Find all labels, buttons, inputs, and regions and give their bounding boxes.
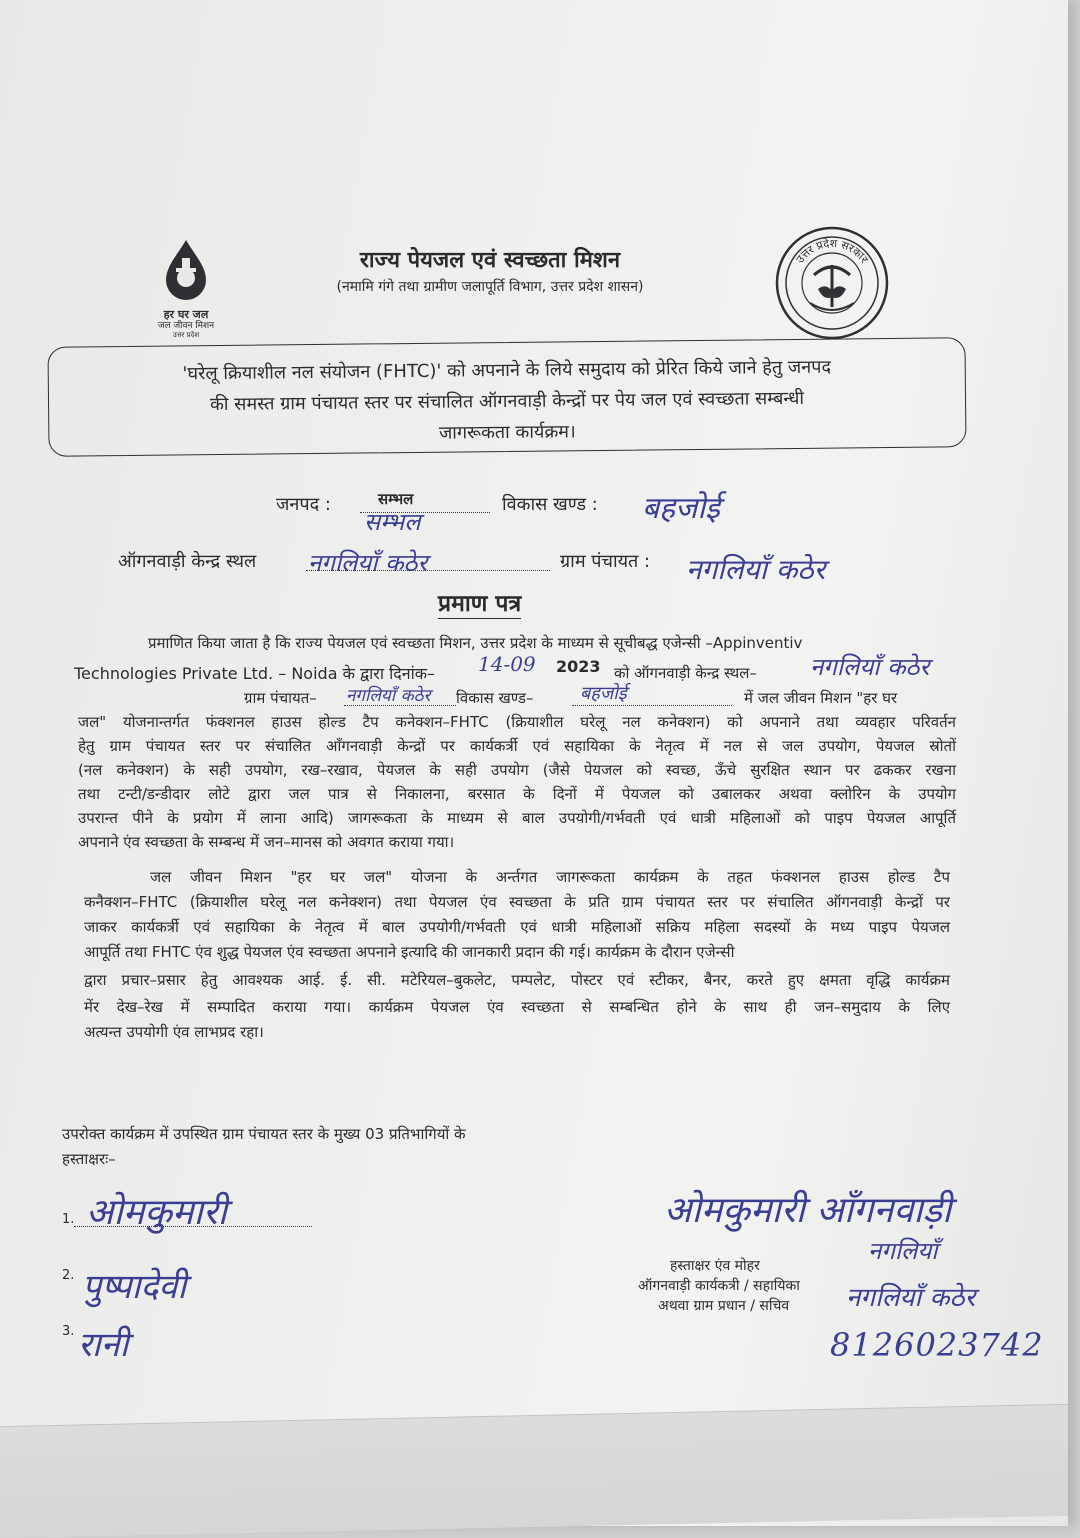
participant-1-number: 1. — [62, 1212, 75, 1227]
cert-para1-line1: प्रमाणित किया जाता है कि राज्य पेयजल एवं स्वच्छता मिशन, उत्तर प्रदेश के माध्यम से सूचीबद्ध एजेन्सी –Appinventiv — [148, 634, 803, 652]
seal-emblem-icon — [774, 225, 890, 341]
cert-date-year: 2023 — [556, 657, 601, 676]
cert-para2-line1: जल जीवन मिशन "हर घर जल" योजना के अर्न्तगत जागरूकता कार्यक्रम के तहत फंक्शनल हाउस होल्ड टैप — [150, 868, 950, 886]
svg-text:उत्तर प्रदेश सरकार — [793, 237, 870, 266]
cert-para1-line9: अपनाने एंव स्वच्छता के सम्बन्ध में जन–मानस को अवगत कराया गया। — [78, 833, 455, 851]
participants-intro-line1: उपरोक्त कार्यक्रम में उपस्थित ग्राम पंचायत स्तर के मुख्य 03 प्रतिभागियों के — [62, 1125, 466, 1143]
cert-para1-line5: हेतु ग्राम पंचायत स्तर पर संचालित आँगनवाड़ी केन्द्रों पर कार्यकर्त्री एवं सहायिका के नेतृत्व में नल से जल उपयोग, पेयजल स्रोतों — [78, 737, 956, 755]
cert-para2-line4: आपूर्ति तथा FHTC एंव शुद्ध पेयजल एंव स्वच्छता अपनाने इत्यादि की जानकारी प्रदान की गई। कार्यक्रम के दौरान एजेन्सी — [84, 943, 735, 961]
participant-3-number: 3. — [62, 1324, 75, 1339]
cert-para2-line5: द्वारा प्रचार–प्रसार हेतु आवश्यक आई. ई. सी. मटेरियल–बुकलेट, पम्पलेट, पोस्टर एवं स्टीकर, बैनर, करते हुए क्षमता वृद्धि कार्यक्रम — [84, 971, 950, 989]
signature-handwritten-line-3: नगलियाँ कठेर — [846, 1283, 976, 1313]
participant-1-signature: ओमकुमारी — [86, 1192, 227, 1233]
pradhan-secretary-label: अथवा ग्राम प्रधान / सचिव — [658, 1298, 790, 1314]
block-label: विकास खण्ड : — [502, 494, 598, 515]
cert-para1-line2-start: Technologies Private Ltd. – Noida के द्वारा दिनांक– — [74, 664, 436, 683]
cert-para1-line3-panchayat-label: ग्राम पंचायत– — [244, 689, 317, 707]
signature-handwritten-line-2: नगलियाँ — [868, 1237, 938, 1265]
mission-title: राज्य पेयजल एवं स्वच्छता मिशन — [359, 248, 621, 273]
paper-fold-shadow — [0, 1404, 1068, 1538]
cert-para1-line8: उपरान्त पीने के प्रयोग में लाना आदि) जागरूकता के माध्यम से बाल उपयोगी/गर्भवती एवं धात्री महिलाओं को पाइप पेयजल आपूर्ति — [78, 809, 956, 827]
participant-3-signature: रानी — [78, 1325, 129, 1365]
har-ghar-jal-logo — [136, 238, 236, 340]
cert-center-handwritten: नगलियाँ कठेर — [810, 653, 930, 681]
cert-para1-line7: तथा टन्टी/डन्डीदार लोटे द्वारा जल पात्र से निकालना, बरसात के दिनों में पेयजल को उबालकर अथवा क्लोरिन के उपयोग — [78, 785, 956, 803]
cert-panchayat-handwritten: नगलियाँ कठेर — [346, 686, 431, 706]
district-label: जनपद : — [276, 494, 331, 515]
cert-para1-line3-block-label: विकास खण्ड– — [456, 689, 534, 707]
anganwadi-center-handwritten-value: नगलियाँ कठेर — [308, 549, 428, 577]
mission-subtitle: (नमामि गंगे तथा ग्रामीण जलापूर्ति विभाग, उत्तर प्रदेश शासन) — [336, 279, 644, 295]
cert-panchayat-dotted-line — [344, 705, 456, 706]
anganwadi-center-label: ऑगनवाड़ी केन्द्र स्थल — [118, 551, 257, 572]
up-government-seal — [774, 225, 890, 341]
sign-and-seal-label: हस्ताक्षर एंव मोहर — [670, 1258, 760, 1274]
logo-text-har-ghar-jal: हर घर जल — [163, 308, 209, 321]
block-handwritten-value: बहजोई — [642, 491, 720, 526]
seal-text: उत्तर प्रदेश सरकार — [793, 236, 871, 266]
cert-para2-line7: अत्यन्त उपयोगी एंव लाभप्रद रहा। — [84, 1023, 264, 1041]
cert-para1-line6: (नल कनेक्शन) के सही उपयोग, रख–रखाव, पेयजल के सही उपयोग (जैसे पेयजल को स्वच्छ, ऊँचे सुरक्षित स्थान पर ढककर रखना — [78, 761, 956, 779]
district-handwritten-value: सम्भल — [364, 508, 421, 536]
program-title-box — [47, 337, 966, 457]
participant-2-signature: पुष्पादेवी — [82, 1267, 187, 1307]
center-dotted-line — [306, 570, 550, 571]
anganwadi-worker-signature: ओमकुमारी आँगनवाड़ी — [664, 1190, 952, 1231]
participant-2-number: 2. — [62, 1268, 75, 1283]
logo-text-uttar-pradesh: उत्तर प्रदेश — [172, 331, 200, 339]
cert-block-handwritten: बहजोई — [580, 683, 627, 704]
cert-date-handwritten: 14-09 — [478, 652, 536, 676]
gram-panchayat-handwritten-value: नगलियाँ कठेर — [686, 553, 826, 586]
cert-para1-line2-mid: को ऑगनवाड़ी केन्द्र स्थल– — [614, 664, 757, 682]
program-title-line-2: की समस्त ग्राम पंचायत स्तर पर संचालित ऑगनवाड़ी केन्द्रों पर पेय जल एवं स्वच्छता सम्बन्धी — [209, 387, 805, 416]
gram-panchayat-label: ग्राम पंचायत : — [560, 551, 651, 572]
cert-block-dotted-line — [572, 705, 732, 706]
cert-para2-line3: जाकर कार्यकर्त्री एवं सहायिका के नेतृत्व में बाल उपयोगी/गर्भवती एवं धात्री महिलाओं सक्रिय महिला सदस्यों के मध्य पाइप पेयजल — [84, 918, 951, 936]
water-drop-icon — [158, 238, 214, 302]
anganwadi-worker-label: ऑगनवाड़ी कार्यकत्री / सहायिका — [638, 1278, 800, 1294]
certificate-title: प्रमाण पत्र — [438, 591, 522, 617]
phone-number-handwritten: 8126023742 — [830, 1326, 1044, 1364]
program-title-line-3: जागरूकता कार्यक्रम। — [438, 421, 576, 444]
district-printed-value: सम्भल — [378, 490, 414, 508]
participants-intro-line2: हस्ताक्षरः– — [62, 1150, 116, 1168]
cert-para2-line6: मेंर देख–रेख में सम्पादित कराया गया। कार्यक्रम पेयजल एंव स्वच्छता से सम्बन्धित होने के साथ ही जन–समुदाय के लिए — [84, 998, 950, 1016]
cert-para1-line3-end: में जल जीवन मिशन "हर घर — [744, 689, 898, 707]
logo-text-jal-jeevan-mission: जल जीवन मिशन — [157, 321, 215, 331]
cert-para2-line2: कनैक्शन–FHTC (क्रियाशील घरेलू नल कनेक्शन) तथा पेयजल एंव स्वच्छता के प्रति ग्राम पंचायत स्तर पर संचालित ऑगनवाड़ी केन्द्रों पर — [84, 893, 950, 911]
program-title-line-1: 'घरेलू क्रियाशील नल संयोजन (FHTC)' को अपनाने के लिये समुदाय को प्रेरित किये जाने हेतु जनपद — [182, 356, 832, 385]
cert-para1-line4: जल" योजनान्तर्गत फंक्शनल हाउस होल्ड टैप कनेक्शन–FHTC (क्रियाशील घरेलू नल कनेक्शन) को अपनाने तथा व्यवहार परिवर्तन — [78, 713, 956, 731]
